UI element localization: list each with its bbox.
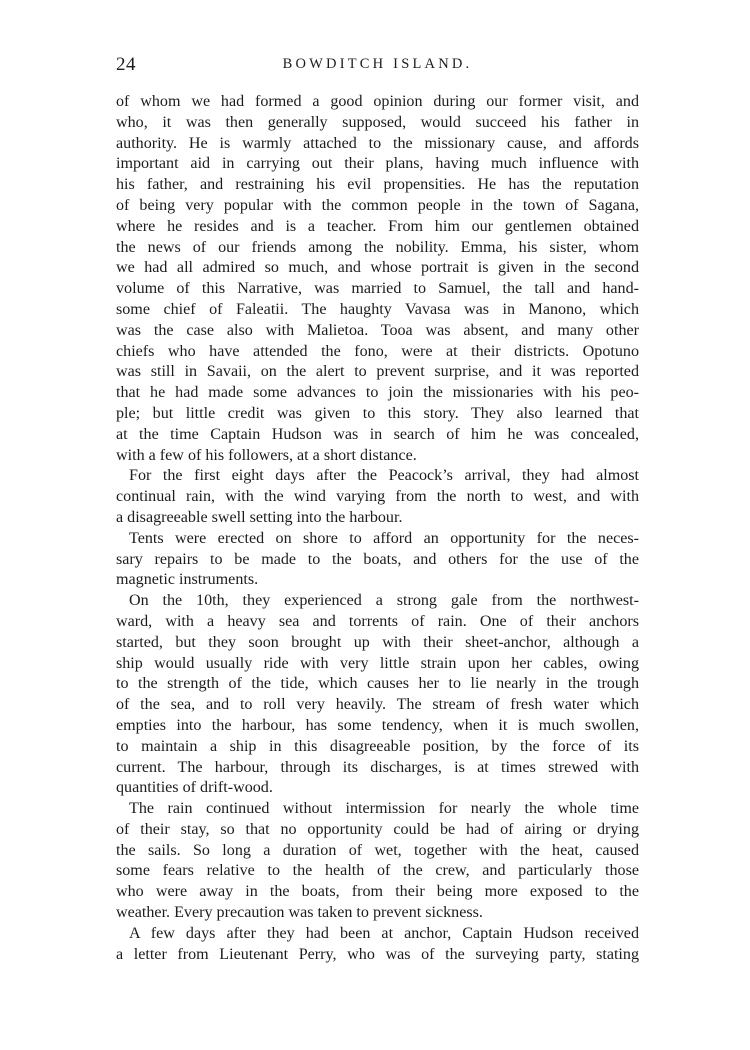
- text-line: Tents were erected on shore to afford an opportunity for the neces-: [129, 529, 639, 547]
- text-line: the sails. So long a duration of wet, together with the heat, caused: [116, 841, 639, 859]
- text-line: ward, with a heavy sea and torrents of rain. One of their anchors: [116, 612, 639, 630]
- text-line: quantities of drift-wood.: [116, 779, 273, 797]
- text-line: ship would usually ride with very little strain upon her cables, owing: [116, 654, 639, 672]
- text-line: to the strength of the tide, which causes her to lie nearly in the trough: [116, 675, 639, 693]
- text-line: empties into the harbour, has some tendency, when it is much swollen,: [116, 716, 639, 734]
- text-line: was the case also with Malietoa. Tooa was absent, and many other: [116, 321, 639, 339]
- paragraph: [116, 799, 639, 924]
- text-line: of their stay, so that no opportunity could be had of airing or drying: [116, 820, 639, 838]
- text-line: chiefs who have attended the fono, were at their districts. Opotuno: [116, 342, 639, 360]
- text-line: of whom we had formed a good opinion during our former visit, and: [116, 93, 639, 110]
- text-line: For the first eight days after the Peacock’s arrival, they had almost: [129, 467, 639, 485]
- text-line: was still in Savaii, on the alert to prevent surprise, and it was reported: [116, 363, 639, 381]
- text-line: A few days after they had been at anchor, Captain Hudson received: [129, 924, 639, 942]
- text-line: On the 10th, they experienced a strong gale from the northwest-: [129, 592, 639, 610]
- text-line: sary repairs to be made to the boats, and others for the use of the: [116, 550, 639, 568]
- text-line: we had all admired so much, and whose portrait is given in the second: [116, 259, 639, 277]
- text-line: who were away in the boats, from their being more exposed to the: [116, 883, 639, 901]
- text-line: who, it was then generally supposed, would succeed his father in: [116, 113, 639, 131]
- text-line: where he resides and is a teacher. From him our gentlemen obtained: [116, 217, 639, 235]
- text-line: with a few of his followers, at a short distance.: [116, 446, 417, 464]
- text-line: to maintain a ship in this disagreeable position, by the force of its: [116, 737, 639, 755]
- text-line: volume of this Narrative, was married to Samuel, the tall and hand-: [116, 280, 639, 298]
- text-line: his father, and restraining his evil propensities. He has the reputation: [116, 176, 639, 194]
- text-line: of the sea, and to roll very heavily. The stream of fresh water which: [116, 696, 639, 714]
- body-text: [116, 92, 639, 965]
- paragraph: [116, 924, 639, 966]
- paragraph: [116, 529, 639, 591]
- text-line: weather. Every precaution was taken to prevent sickness.: [116, 904, 483, 922]
- text-line: a disagreeable swell setting into the harbour.: [116, 508, 403, 526]
- page-number: 24: [116, 54, 136, 75]
- text-line: a letter from Lieutenant Perry, who was of the surveying party, stating: [116, 945, 639, 963]
- text-line: authority. He is warmly attached to the missionary cause, and affords: [116, 134, 639, 152]
- text-line: continual rain, with the wind varying from the north to west, and with: [116, 488, 639, 506]
- text-line: at the time Captain Hudson was in search of him he was concealed,: [116, 425, 639, 443]
- text-line: of being very popular with the common people in the town of Sagana,: [116, 196, 639, 214]
- paragraph: [116, 92, 639, 466]
- text-line: ple; but little credit was given to this story. They also learned that: [116, 404, 639, 422]
- text-line: the news of our friends among the nobility. Emma, his sister, whom: [116, 238, 639, 256]
- text-line: started, but they soon brought up with their sheet-anchor, although a: [116, 633, 639, 651]
- running-head: [116, 54, 639, 82]
- running-title: BOWDITCH ISLAND.: [282, 56, 473, 72]
- paragraph: [116, 466, 639, 528]
- text-line: that he had made some advances to join the missionaries with his peo-: [116, 384, 639, 402]
- text-line: current. The harbour, through its discharges, is at times strewed with: [116, 758, 639, 776]
- text-line: some fears relative to the health of the crew, and particularly those: [116, 862, 639, 880]
- text-line: some chief of Faleatii. The haughty Vavasa was in Manono, which: [116, 300, 639, 318]
- paragraph: [116, 591, 639, 799]
- text-line: important aid in carrying out their plans, having much influence with: [116, 155, 639, 173]
- text-line: The rain continued without intermission for nearly the whole time: [129, 800, 639, 818]
- text-line: magnetic instruments.: [116, 571, 259, 589]
